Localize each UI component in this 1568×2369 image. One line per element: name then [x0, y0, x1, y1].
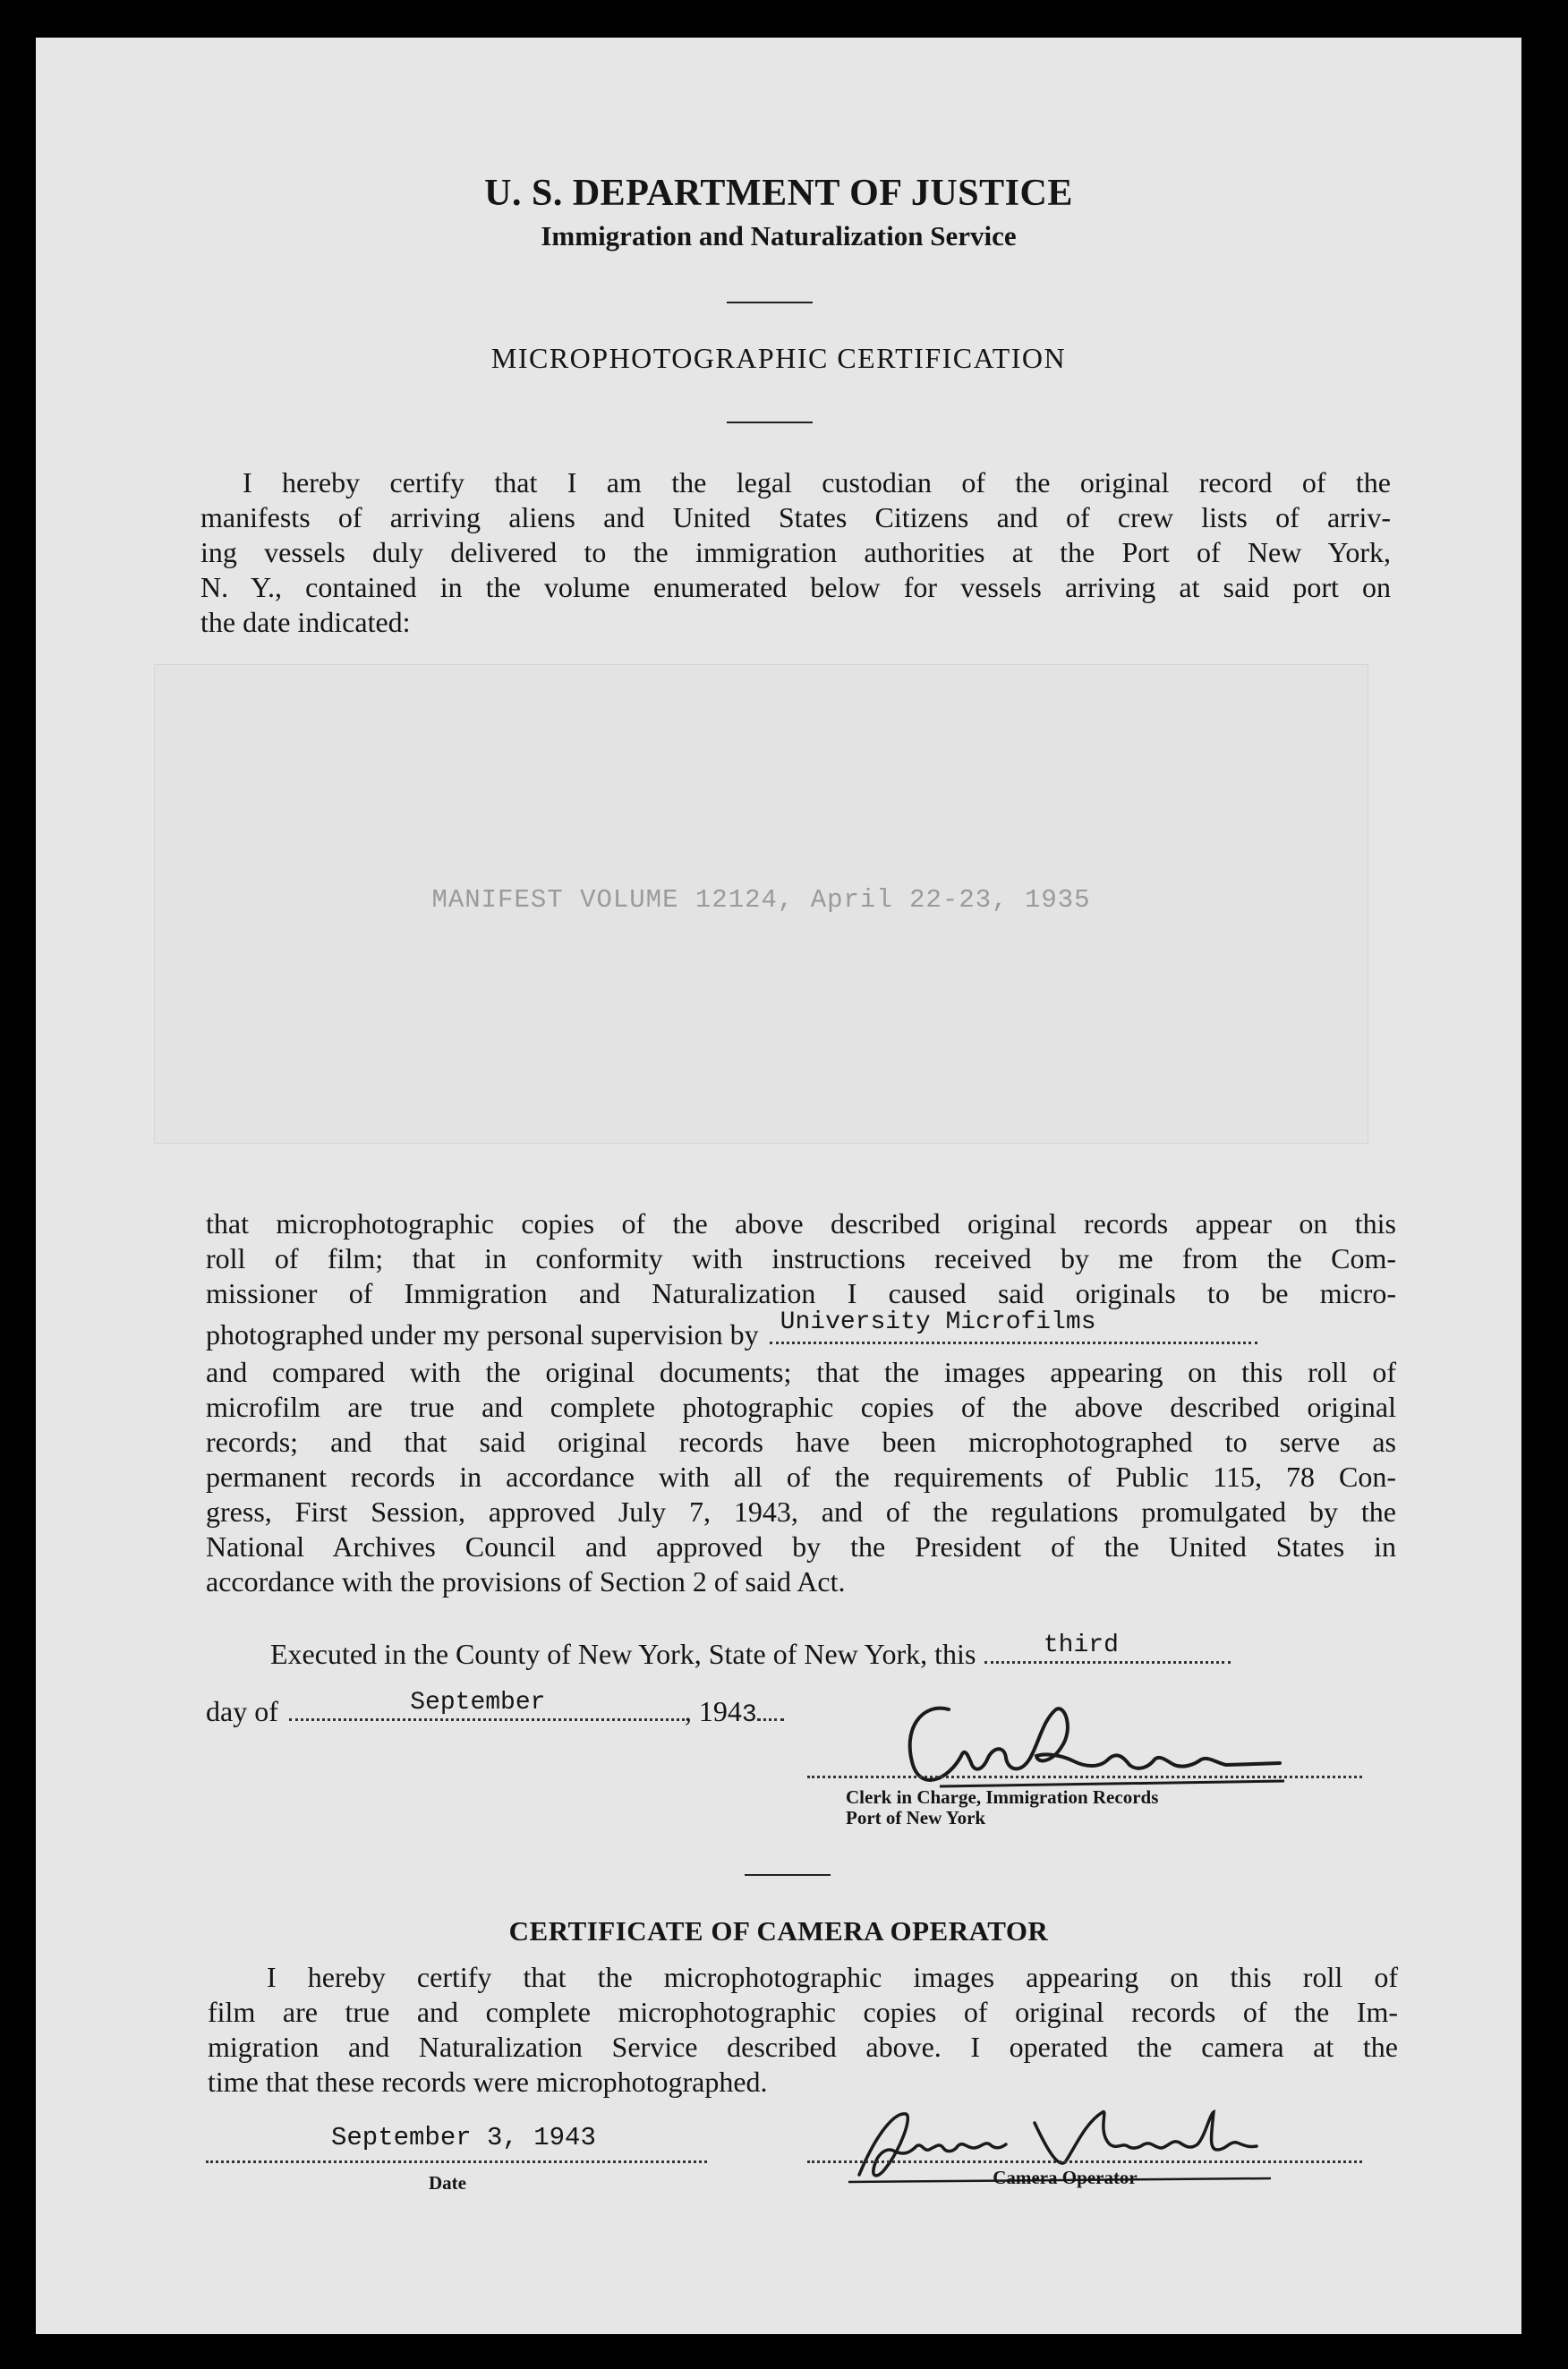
intro-line: N. Y., contained in the volume enumerated below for vessels arriving at said port on — [200, 571, 1391, 603]
body-line: missioner of Immigration and Naturalization I caused said originals to be micro- — [206, 1277, 1396, 1309]
body-line: microfilm are true and complete photographic copies of the above described original — [206, 1391, 1396, 1423]
day-of-label: day of — [206, 1695, 278, 1727]
divider-rule — [727, 302, 813, 303]
manifest-volume-box — [154, 664, 1368, 1144]
clerk-title — [846, 1787, 1158, 1828]
supervision-line — [206, 1308, 1396, 1355]
body-paragraph — [206, 1206, 1396, 1599]
divider-rule — [745, 1874, 831, 1876]
manifest-volume-label: MANIFEST VOLUME 12124, April 22-23, 1935 — [431, 885, 1091, 915]
year-digit: 3 — [741, 1701, 757, 1729]
form-title: MICROPHOTOGRAPHIC CERTIFICATION — [490, 342, 1067, 374]
execution-line — [270, 1634, 1231, 1671]
operator-signature-line — [807, 2160, 1362, 2163]
operator-label: Camera Operator — [993, 2167, 1138, 2188]
clerk-signature-line — [807, 1776, 1362, 1778]
year-prefix: , 194 — [684, 1695, 742, 1727]
intro-line: the date indicated: — [200, 606, 411, 638]
body-line: accordance with the provisions of Section 2 of said Act. — [206, 1565, 846, 1598]
certification-page — [36, 38, 1521, 2334]
body-line: National Archives Council and approved by the President of the United States in — [206, 1530, 1396, 1563]
date-line — [206, 1689, 784, 1729]
day-blank — [984, 1634, 1231, 1664]
camera-line: I hereby certify that the microphotographic images appearing on this roll of — [267, 1961, 1398, 1993]
body-line: permanent records in accordance with all of the requirements of Public 115, 78 Con- — [206, 1461, 1396, 1493]
intro-line: I hereby certify that I am the legal custodian of the original record of the — [243, 466, 1391, 499]
date-value: September 3, 1943 — [331, 2123, 596, 2152]
camera-line: migration and Naturalization Service described above. I operated the camera at the — [208, 2031, 1398, 2063]
camera-line: film are true and complete microphotographic copies of original records of the Im- — [208, 1996, 1398, 2028]
day-value: third — [1043, 1632, 1119, 1659]
intro-paragraph — [200, 465, 1391, 640]
divider-rule — [727, 422, 813, 423]
agency-title: U. S. DEPARTMENT OF JUSTICE — [484, 173, 1073, 214]
month-value: September — [410, 1689, 546, 1717]
camera-certificate-title: CERTIFICATE OF CAMERA OPERATOR — [508, 1915, 1049, 1947]
year-trailing-dots — [757, 1709, 784, 1721]
month-blank — [289, 1689, 685, 1721]
body-line: and compared with the original documents; that the images appearing on this roll of — [206, 1356, 1396, 1388]
intro-line: manifests of arriving aliens and United States Citizens and of crew lists of arriv- — [200, 501, 1391, 533]
execution-prefix: Executed in the County of New York, State of New York, this — [270, 1638, 976, 1670]
intro-line: ing vessels duly delivered to the immigration authorities at the Port of New York, — [200, 536, 1391, 568]
microfilmer-name: University Microfilms — [780, 1308, 1096, 1336]
body-line: records; and that said original records have been microphotographed to serve as — [206, 1426, 1396, 1458]
body-line: gress, First Session, approved July 7, 1943, and of the regulations promulgated by the — [206, 1496, 1396, 1528]
body-line: that microphotographic copies of the above described original records appear on this — [206, 1207, 1396, 1240]
service-subtitle: Immigration and Naturalization Service — [541, 220, 1017, 251]
clerk-title-line1: Clerk in Charge, Immigration Records — [846, 1786, 1159, 1808]
date-label: Date — [429, 2172, 466, 2194]
microfilmer-blank — [770, 1308, 1257, 1344]
body-line: roll of film; that in conformity with instructions received by me from the Com- — [206, 1242, 1396, 1274]
date-line — [206, 2160, 707, 2163]
supervision-prefix: photographed under my personal supervision by — [206, 1318, 759, 1351]
clerk-title-line2: Port of New York — [846, 1807, 986, 1828]
camera-certificate-paragraph — [208, 1960, 1398, 2100]
camera-line: time that these records were microphotographed. — [208, 2066, 768, 2098]
